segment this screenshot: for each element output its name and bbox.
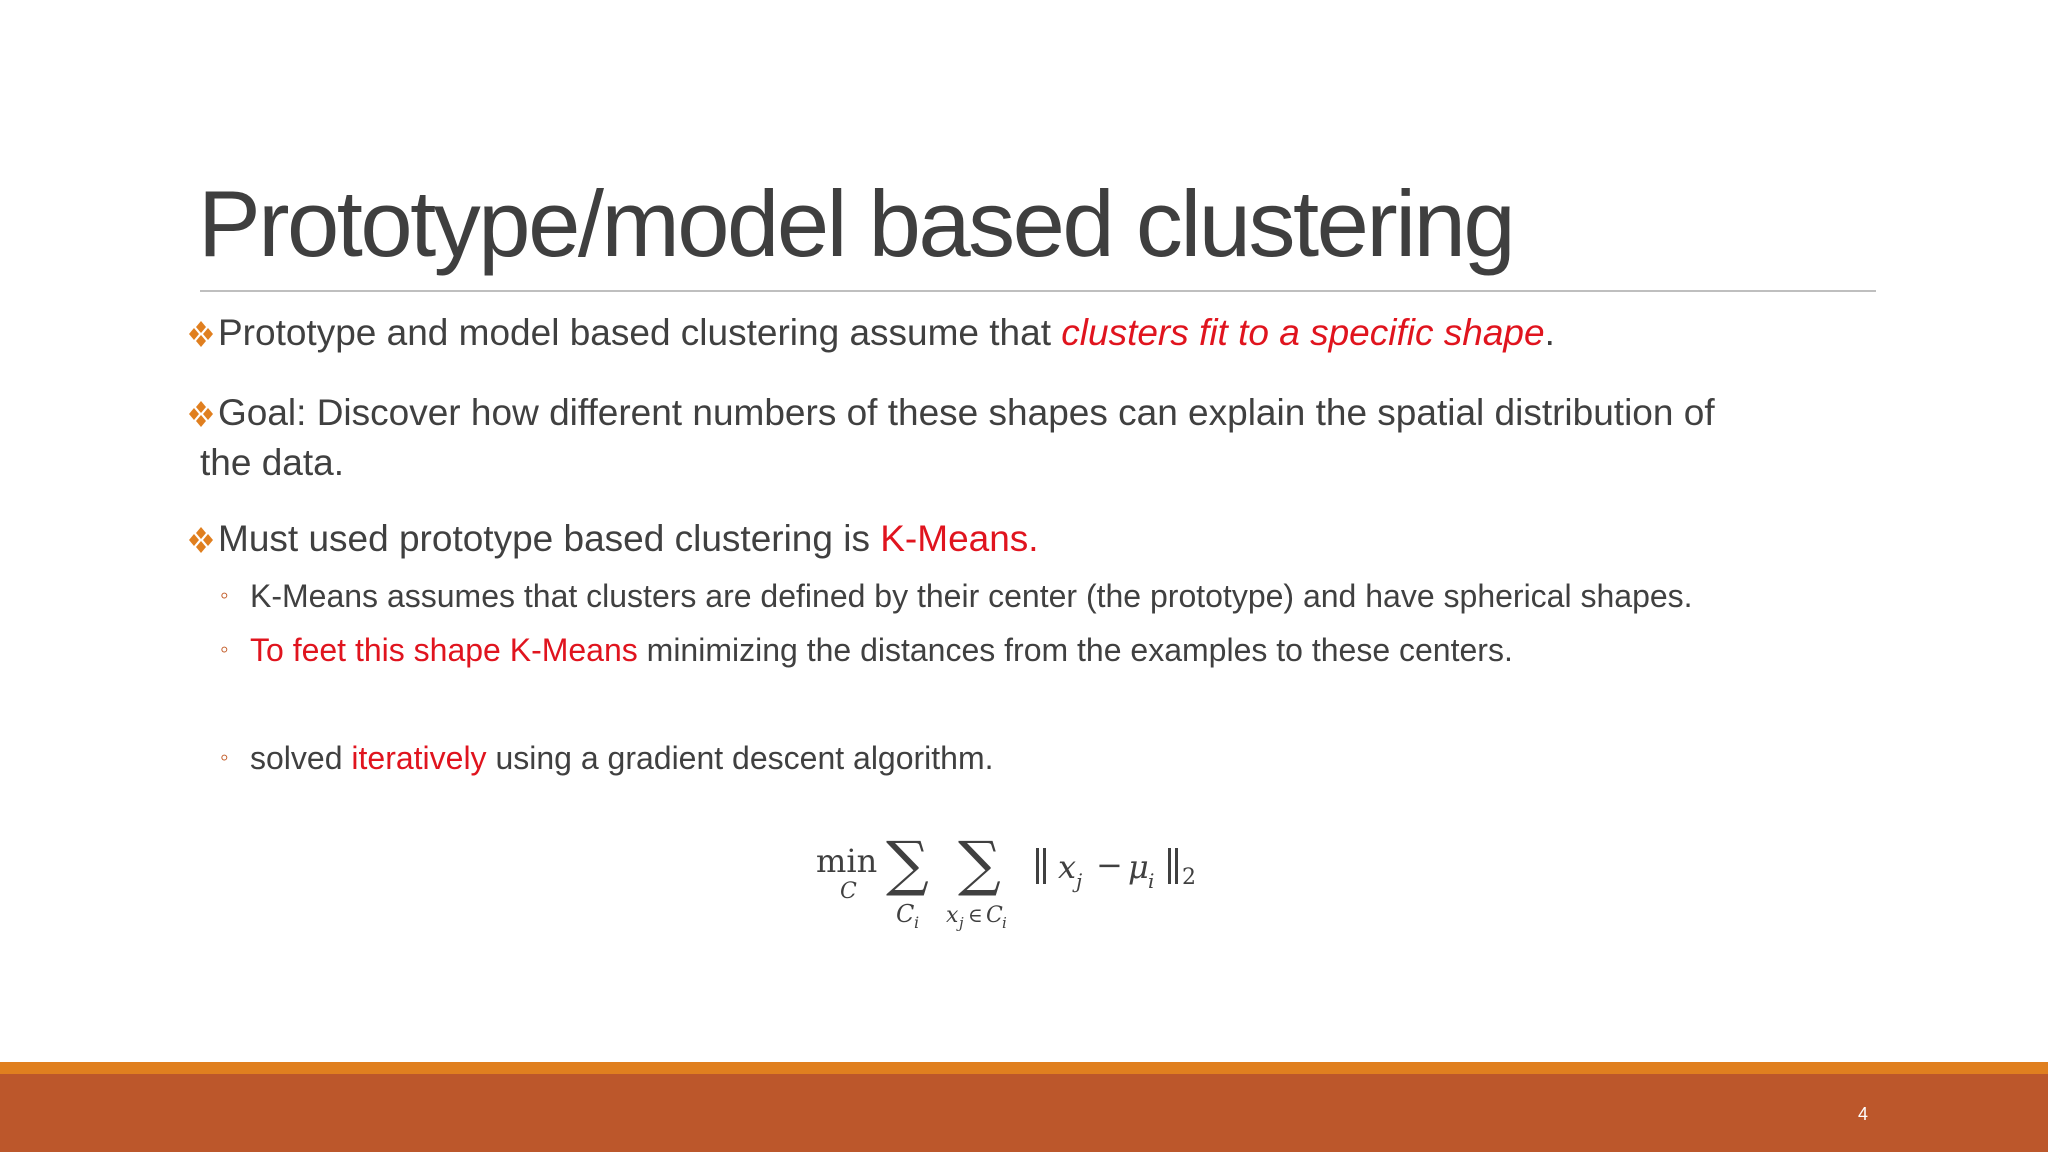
bullet-text-end: . [1544,312,1555,353]
formula-min-sub: C [840,879,857,904]
formula-sum-sign-2: ∑ [958,836,1001,899]
bullet-item [186,390,1886,486]
ring-icon: ◦ [220,582,229,609]
formula-sum-sub-2-in: ∈ [968,903,983,927]
formula-sum-sub-2-x: x [946,903,959,928]
norm-bar-right-2 [1175,848,1178,884]
norm-bar-left-1 [1036,848,1039,884]
formula-sum-sub-2-set-index: i [1002,914,1007,932]
formula-sum-sign-1: ∑ [886,836,929,899]
four-diamond-icon [186,390,218,440]
norm-bar-right-1 [1168,848,1171,884]
bullet-item [186,310,1886,360]
formula-norm-x-index: j [1076,869,1083,893]
bullet-text: Goal: Discover how different numbers of these shapes can explain the spatial distribution of [218,392,1715,433]
formula-sum-sub-1-index: i [914,913,920,932]
sub-bullet-text: minimizing the distances from the examples to these centers. [637,632,1513,668]
formula-minus: − [1096,846,1123,884]
sub-bullet-item [186,576,1886,616]
formula-sum-sub-1: C [896,900,915,928]
formula-sum-sub-2-x-index: j [959,914,964,932]
formula-norm-subscript: 2 [1182,865,1196,890]
sub-bullet-item [186,630,1886,670]
formula-mu-index: i [1148,869,1155,893]
title-divider [200,290,1876,292]
formula-min: min [816,842,878,880]
formula-sum-sub-2-set: C [986,903,1003,928]
sub-bullet-text: K-Means assumes that clusters are defined by their center (the prototype) and have spherical shapes. [250,578,1693,614]
footer-accent-bar [0,1062,2048,1074]
slide-title: Prototype/model based clustering [198,171,1514,276]
bullet-text-continued: the data. [200,442,345,483]
ring-icon: ◦ [220,636,229,663]
bullet-text: Must used prototype based clustering is [218,518,881,559]
footer-bar [0,1074,2048,1152]
sub-bullet-text-end: using a gradient descent algorithm. [486,740,994,776]
bullet-item [186,516,1886,566]
bullet-highlight: clusters fit to a specific shape [1061,312,1545,353]
bullet-text: Prototype and model based clustering assume that [218,312,1062,353]
kmeans-objective-formula [812,836,1232,936]
sub-bullet-item [186,738,1886,778]
four-diamond-icon [186,310,218,360]
four-diamond-icon [186,516,218,566]
slide-content [186,310,1886,778]
bullet-highlight: K-Means. [880,518,1039,559]
formula-norm-x: x [1058,848,1077,886]
formula-mu: μ [1128,848,1149,886]
page-number: 4 [1857,1104,1868,1124]
norm-bar-left-2 [1043,848,1046,884]
ring-icon: ◦ [220,744,229,771]
sub-bullet-highlight: iteratively [351,740,487,776]
sub-bullet-text: solved [250,740,352,776]
sub-bullet-highlight: To feet this shape K-Means [250,632,638,668]
